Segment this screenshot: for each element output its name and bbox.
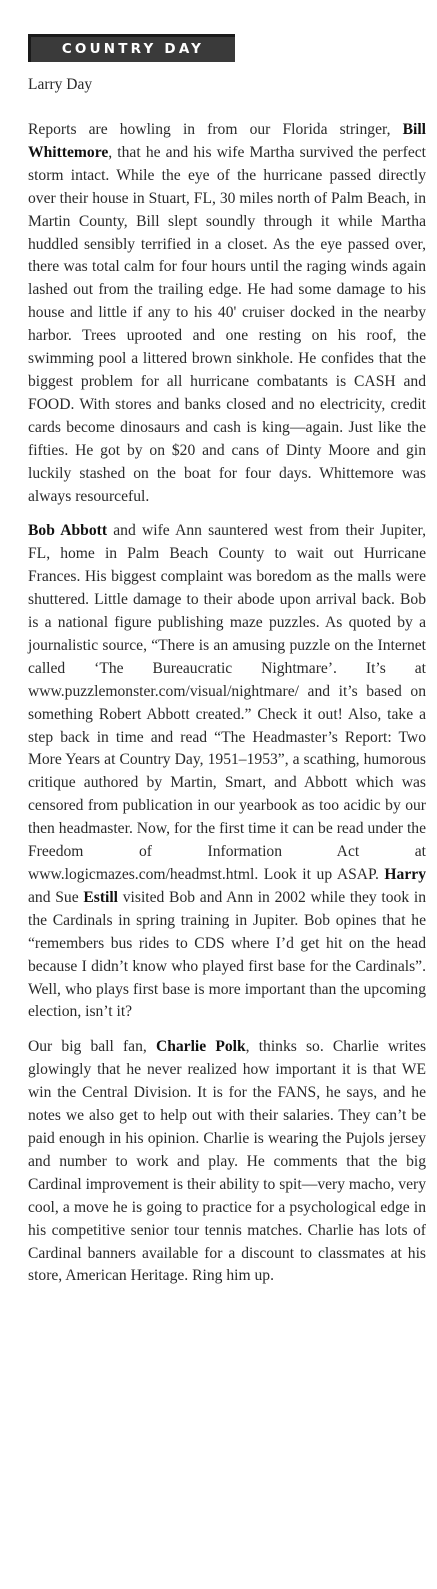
text-run: Reports are howling in from our Florida stringer, [28, 121, 403, 138]
paragraph-abbott [28, 520, 426, 1024]
classmate-name-bob-abbott: Bob Abbott [28, 522, 108, 540]
author-byline: Larry Day [28, 76, 93, 93]
paragraph-whittemore [28, 119, 426, 508]
text-run: and wife Ann sauntered west from their Jupiter, FL, home in Palm Beach County to wait out Hurricane Frances. His biggest complaint was boredom as the malls were shuttered. Little damage to their abode upon arrival back. Bob is a national figure publishing maze puzzles. As quoted by a journalistic source, “There is an amusing puzzle on the Internet called ‘The Bureaucratic Nightmare’. It’s at www.puzzlemonster.com/visual/nightmare/ and it’s based on something Robert Abbott created.” Check it out! Also, take a step back in time and read “The Headmaster’s Report: Two More Years at Country Day, 1951–1953”, a scathing, humorous critique authored by Martin, Smart, and Abbott which was censored from publication in our yearbook as too acidic by our then headmaster. Now, for the first time it can be read under the Freedom of Information Act at www.logicmazes.com/headmst.html. Look it up ASAP. [28, 522, 426, 883]
text-run: visited Bob and Ann in 2002 while they took in the Cardinals in spring training in Jupiter. Bob opines that he “remembers bus rides to CDS where I’d get hit on the head because I didn’t know who played first base for the Cardinals”. Well, who plays first base is more important than the upcoming election, isn’t it? [28, 888, 427, 1021]
paragraph-polk [28, 1036, 426, 1288]
text-run: Our big ball fan, [28, 1038, 156, 1056]
column-page [28, 34, 426, 1300]
text-run: , that he and his wife Martha survived the perfect storm intact. While the eye of the hurricane passed directly over their house in Stuart, FL, 30 miles north of Palm Beach, in Martin County, Bill slept soundly through it while Martha huddled sensibly terrified in a closet. As the eye passed over, there was total calm for four hours until the raging winds again lashed out from the trailing edge. He had some damage to his house and little if any to his 40' cruiser docked in the nearby harbor. Trees uprooted and one resting on his roof, the swimming pool a littered brown sinkhole. He confides that the biggest problem for all hurricane combatants is CASH and FOOD. With stores and banks closed and no electricity, credit cards become dinosaurs and cash is king—again. Just like the fifties. He got by on $20 and cans of Dinty Moore and gin luckily stashed on the boat for four days. Whittemore was always resourceful. [28, 143, 426, 505]
text-run: and Sue [28, 888, 84, 906]
article-body [28, 119, 426, 1288]
classmate-name-estill: Estill [83, 888, 119, 906]
text-run: , thinks so. Charlie writes glowingly that he never realized how important it is that WE win the Central Division. It is for the FANS, he says, and he notes we also get to help out with their salaries. They can’t be paid enough in his opinion. Charlie is wearing the Pujols jersey and number to work and play. He comments that the big Cardinal improvement is their ability to spit—very macho, very cool, a move he is going to practice for a psychological edge in his competitive senior tour tennis matches. Charlie has lots of Cardinal banners available for a discount to classmates at his store, American Heritage. Ring him up. [28, 1038, 427, 1285]
classmate-name-bill-whittemore: Bill Whittemore [28, 121, 426, 161]
classmate-name-charlie-polk: Charlie Polk [155, 1038, 246, 1056]
column-title-banner: COUNTRY DAY [28, 34, 235, 62]
classmate-name-harry: Harry [384, 866, 426, 883]
